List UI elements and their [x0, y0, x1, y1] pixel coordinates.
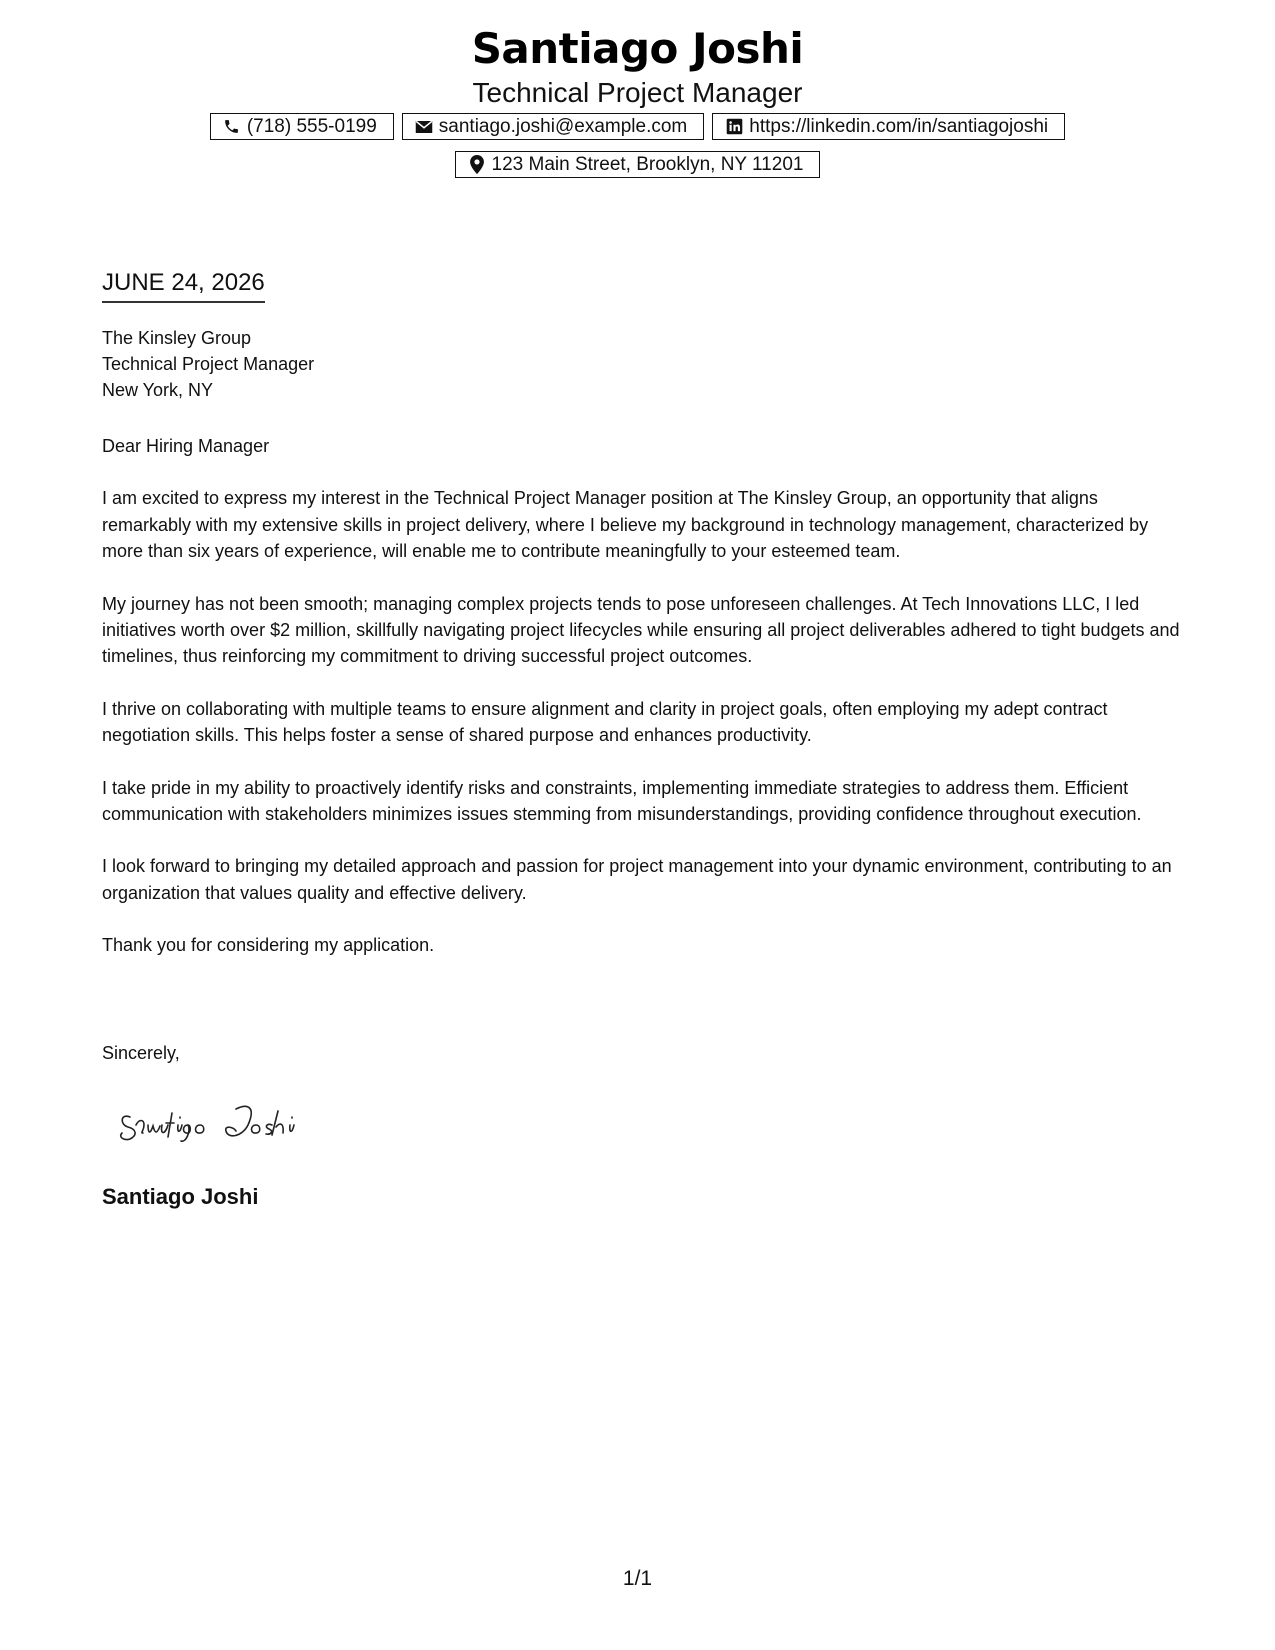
phone-chip[interactable] — [210, 113, 394, 140]
page-number: 1/1 — [622, 1567, 653, 1590]
contact-row — [0, 113, 1275, 140]
body-paragraph: I take pride in my ability to proactively identify risks and constraints, implementing immediate strategies to address them. Efficient communication with stakeholders minimizes issues stemming from misunderstandings, providing confidence throughout execution. — [102, 777, 1142, 825]
contact-row-address — [0, 151, 1275, 178]
linkedin-icon — [725, 118, 743, 136]
address-chip[interactable] — [455, 151, 821, 178]
closing: Sincerely, — [102, 1043, 180, 1063]
phone-icon — [223, 118, 241, 136]
letter-body — [102, 433, 1182, 985]
letter-header — [0, 22, 1275, 110]
recipient-location: New York, NY — [102, 380, 214, 400]
envelope-icon — [415, 118, 433, 136]
address-text: 123 Main Street, Brooklyn, NY 11201 — [491, 153, 804, 175]
thank-you-paragraph: Thank you for considering my application. — [102, 935, 435, 956]
linkedin-text: https://linkedin.com/in/santiagojoshi — [749, 115, 1049, 137]
phone-text: (718) 555-0199 — [246, 115, 377, 137]
recipient-position: Technical Project Manager — [102, 354, 315, 374]
map-marker-icon — [468, 156, 486, 174]
body-paragraph: I thrive on collaborating with multiple teams to ensure alignment and clarity in project goals, often employing my adept contract negotiation skills. This helps foster a sense of shared purpose and enhances productivity. — [102, 698, 1108, 746]
email-text: santiago.joshi@example.com — [438, 115, 688, 137]
body-paragraph: I am excited to express my interest in the Technical Project Manager position at The Kinsley Group, an opportunity that aligns remarkably with my extensive skills in project delivery, where I believe my background in technology management, characterized by more than six years of experience, will enable me to contribute meaningfully to your esteemed team. — [102, 488, 1149, 562]
applicant-name: Santiago Joshi — [471, 24, 804, 73]
letter-date: JUNE 24, 2026 — [102, 268, 265, 303]
recipient-company: The Kinsley Group — [102, 328, 252, 348]
body-paragraph: My journey has not been smooth; managing complex projects tends to pose unforeseen challenges. At Tech Innovations LLC, I led initiatives worth over $2 million, skillfully navigating project lifecycles while ensuring all project deliverables adhered to tight budgets and timelines, thus reinforcing my commitment to driving successful project outcomes. — [102, 593, 1180, 667]
linkedin-chip[interactable] — [712, 113, 1065, 140]
body-paragraph: I look forward to bringing my detailed approach and passion for project management into your dynamic environment, contributing to an organization that values quality and effective delivery. — [102, 856, 1172, 903]
signer-name: Santiago Joshi — [102, 1184, 259, 1209]
handwritten-signature — [116, 1095, 356, 1145]
salutation: Dear Hiring Manager — [102, 436, 270, 456]
email-chip[interactable] — [402, 113, 704, 140]
recipient-block — [102, 325, 314, 403]
applicant-title: Technical Project Manager — [472, 77, 803, 108]
